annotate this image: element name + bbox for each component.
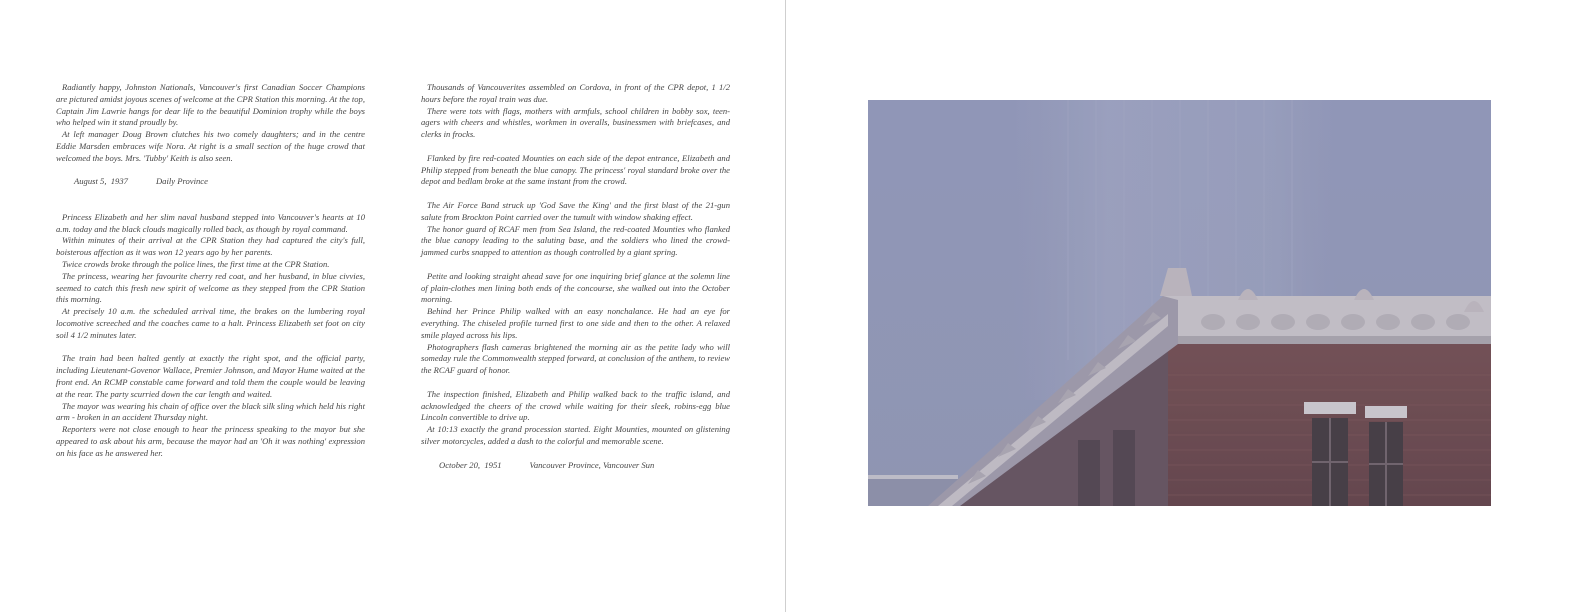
paragraph: Radiantly happy, Johnston Nationals, Vancouver's first Canadian Soccer Champions are pictured amidst joyous scenes of welcome at the CPR Station this morning. At the top, Captain Jim Lawrie hangs for dear life to the beautiful Dominion trophy while the boys who helped win it stand proudly by. — [56, 82, 365, 128]
credit-line — [56, 176, 365, 188]
paragraph: Reporters were not close enough to hear the princess speaking to the mayor but she appeared to ask about his arm, because the mayor had an 'Oh it was nothing' expression on his face as he answered her. — [56, 424, 365, 458]
paragraph: The inspection finished, Elizabeth and Philip walked back to the traffic island, and acknowledged the cheers of the crowd while waiting for their sleek, robins-egg blue Lincoln convertible to drive up. — [421, 388, 730, 423]
credit-source: Daily Province — [155, 176, 208, 187]
paragraph: There were tots with flags, mothers with armfuls, school children in bobby sox, teen-agers with cheers and whistles, workmen in overalls, businessmen with briefcases, and clerks in frocks. — [421, 105, 730, 140]
paragraph: Petite and looking straight ahead save for one inquiring brief glance at the solemn line of plain-clothes men lining both ends of the concourse, she walked out into the October morning. — [421, 270, 730, 305]
paragraph: At 10:13 exactly the grand procession started. Eight Mounties, mounted on glistening silver motorcycles, added a dash to the colorful and memorable scene. — [421, 424, 730, 446]
left-page — [0, 0, 785, 612]
text-column-2 — [421, 82, 730, 471]
paragraph: The princess, wearing her favourite cherry red coat, and her husband, in blue civvies, seemed to catch this fresh new spirit of welcome as they stepped from the CPR Station this morning. — [56, 270, 365, 305]
paragraph: The honor guard of RCAF men from Sea Island, the red-coated Mounties who flanked the blue canopy leading to the saluting base, and the soldiers who lined the crowd-jammed curbs snapped to attention as though controlled by a giant spring. — [421, 223, 730, 258]
paragraph: Thousands of Vancouverites assembled on Cordova, in front of the CPR depot, 1 1/2 hours before the royal train was due. — [421, 82, 730, 104]
paragraph: At precisely 10 a.m. the scheduled arrival time, the brakes on the lumbering royal locomotive screeched and the coaches came to a halt. Princess Elizabeth set foot on city soil 4 1/2 minutes later. — [56, 306, 365, 340]
paragraph: Photographers flash cameras brightened the morning air as the petite lady who will someday rule the Commonwealth stepped forward, at conclusion of the anthem, to review the RCAF guard of honor. — [421, 341, 730, 376]
paragraph: The mayor was wearing his chain of office over the black silk sling which held his right arm - broken in an accident Thursday night. — [56, 400, 365, 423]
building-photograph — [868, 100, 1491, 506]
credit-source: Vancouver Province, Vancouver Sun — [529, 459, 655, 470]
paragraph: Behind her Prince Philip walked with an easy nonchalance. He had an eye for everything. The chiseled profile turned first to one side and then to the other. A relaxed smile played across his lips. — [421, 306, 730, 340]
photograph-building-corner-in-fog-icon — [868, 100, 1491, 506]
paragraph: Princess Elizabeth and her slim naval husband stepped into Vancouver's hearts at 10 a.m. today and the black clouds magically rolled back, as though by royal command. — [56, 211, 365, 234]
paragraph: At left manager Doug Brown clutches his two comely daughters; and in the centre Eddie Marsden embraces wife Nora. At right is a small section of the huge crowd that welcomed the boys. Mrs. 'Tubby' Keith is also seen. — [56, 129, 365, 163]
credit-date: October 20, 1951 — [439, 459, 502, 470]
text-column-1 — [56, 82, 365, 460]
credit-line — [421, 460, 730, 472]
paragraph: Flanked by fire red-coated Mounties on each side of the depot entrance, Elizabeth and Philip stepped from beneath the blue canopy. The princess' royal standard broke over the depot and bedlam broke at the same instant from the crowd. — [421, 152, 730, 187]
paragraph: The Air Force Band struck up 'God Save the King' and the first blast of the 21-gun salute from Brockton Point carried over the tumult with window shaking effect. — [421, 199, 730, 222]
paragraph: The train had been halted gently at exactly the right spot, and the official party, including Lieutenant-Govenor Wallace, Premier Johnson, and Mayor Hume waited at the front end. An RCMP constable came forward and told them the couple would be leaving at the rear. The party scurried down the car length and waited. — [56, 353, 365, 399]
paragraph: Within minutes of their arrival at the CPR Station they had captured the city's full, boisterous affection as it was won 12 years ago by her parents. — [56, 235, 365, 258]
paragraph: Twice crowds broke through the police lines, the first time at the CPR Station. — [62, 258, 330, 269]
credit-date: August 5, 1937 — [74, 176, 128, 187]
